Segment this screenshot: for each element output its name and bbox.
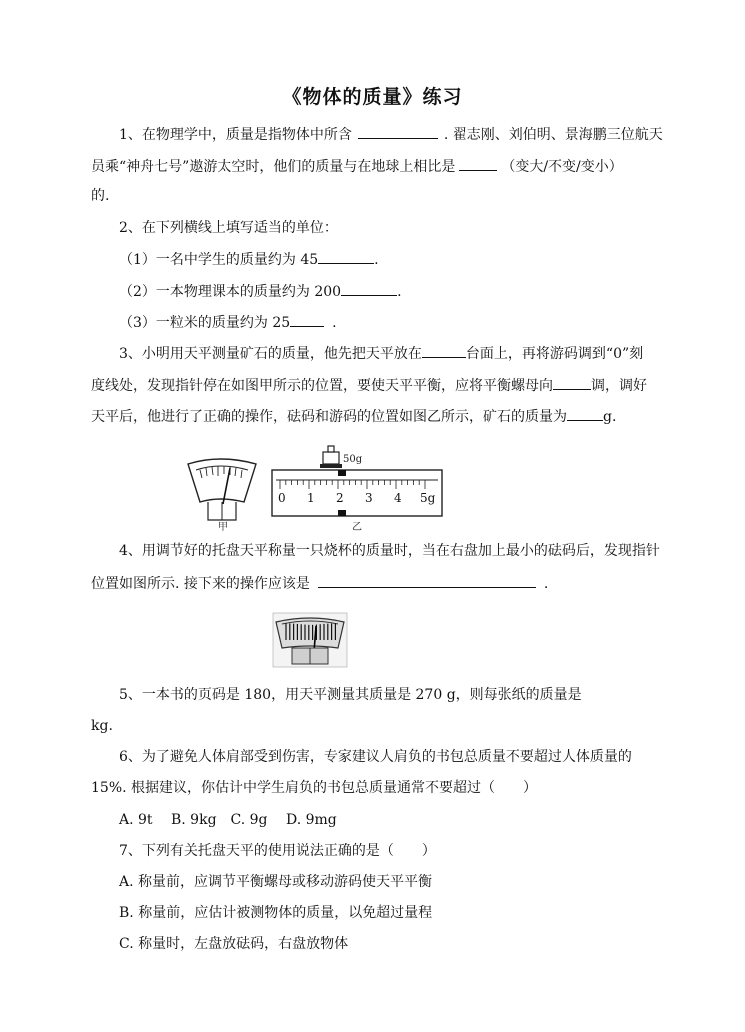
q4-text-a: 位置如图所示. 接下来的操作应该是 [91,576,310,592]
q7-heading: 7、下列有关托盘天平的使用说法正确的是（ ） [119,843,436,859]
q4-text-b: . [543,576,549,592]
label-jia: 甲 [218,522,228,532]
q3-blank-2[interactable] [553,374,591,390]
q2-sub3 [119,311,337,333]
q3-text-d: 调，调好 [591,378,647,394]
rider-scale [272,470,442,516]
q3-blank-1[interactable] [422,342,466,358]
q2-blank-1[interactable] [318,248,374,264]
q5-line1: 5、一本书的页码是 180，用天平测量其质量是 270 g，则每张纸的质量是 [119,687,582,703]
q6-options: A. 9t B. 9kg C. 9g D. 9mg [119,812,337,828]
q1-line1 [119,123,663,145]
q4-line2 [91,572,548,594]
q7-option-a: A. 称量前，应调节平衡螺母或移动游码使天平平衡 [119,874,433,890]
rider-top [338,470,346,476]
scale-number-4: 4 [394,491,402,505]
q7-option-b: B. 称量前，应估计被测物体的质量，以免超过量程 [119,905,433,921]
q2-blank-3[interactable] [290,311,324,327]
q2-sub1-text: （1）一名中学生的质量约为 45 [119,252,319,268]
q1-text-a: 1、在物理学中，质量是指物体中所含 [119,127,352,143]
q1-text-c: 员乘“神舟七号”遨游太空时，他们的质量与在地球上相比是 [91,159,456,175]
q1-blank-2[interactable] [459,155,497,171]
q3-blank-3[interactable] [567,405,603,421]
q1-blank-1[interactable] [358,123,438,139]
q2-sub3-dot: . [332,315,337,331]
q1-text-b: . 翟志刚、刘伯明、景海鹏三位航天 [443,127,663,143]
q4-figure [272,612,348,668]
scale-number-3: 3 [365,491,373,505]
q5-line2: kg. [91,718,113,734]
q7-option-c: C. 称量时，左盘放砝码，右盘放物体 [119,936,349,952]
q2-sub2-text: （2）一本物理课本的质量约为 200 [119,284,342,300]
q1-line2 [91,155,623,177]
q2-sub3-text: （3）一粒米的质量约为 25 [119,315,291,331]
q2-heading: 2、在下列横线上填写适当的单位： [119,220,338,236]
q3-text-a: 3、小明用天平测量矿石的质量，他先把天平放在 [119,346,422,362]
balance-dial-figure [188,459,256,520]
q2-sub2 [119,280,402,302]
q3-text-e: 天平后，他进行了正确的操作，砝码和游码的位置如图乙所示，矿石的质量为 [91,409,567,425]
weight-50g [320,446,342,468]
q2-sub1-dot: . [374,252,379,268]
q2-sub2-dot: . [397,284,402,300]
q4-blank[interactable] [318,572,536,588]
q6-line2: 15%. 根据建议，你估计中学生肩负的书包总质量通常不要超过（ ） [91,780,538,796]
q2-blank-2[interactable] [341,280,397,296]
q1-text-d: （变大/不变/变小） [501,159,623,175]
q6-line1: 6、为了避免人体肩部受到伤害，专家建议人肩负的书包总质量不要超过人体质量的 [119,749,632,765]
q3-line2 [91,374,647,396]
q3-line1 [119,342,643,364]
q3-text-f: g. [603,409,617,425]
scale-number-0: 0 [278,491,286,505]
q3-figure [180,440,445,532]
label-yi: 乙 [352,522,362,532]
q3-text-c: 度线处，发现指针停在如图甲所示的位置，要使天平平衡，应将平衡螺母向 [91,378,553,394]
q3-line3 [91,405,616,427]
q2-sub1 [119,248,379,270]
weight-label: 50g [343,454,363,465]
q4-line1: 4、用调节好的托盘天平称量一只烧杯的质量时，当在右盘加上最小的砝码后，发现指针 [119,543,660,559]
page-title: 《物体的质量》练习 [282,86,463,108]
rider-bottom [338,510,346,516]
q1-line3: 的. [91,188,110,204]
scale-number-2: 2 [336,491,344,505]
scale-number-1: 1 [307,491,315,505]
q3-text-b: 台面上，再将游码调到“0”刻 [465,346,644,362]
scale-number-5: 5g [420,491,436,505]
